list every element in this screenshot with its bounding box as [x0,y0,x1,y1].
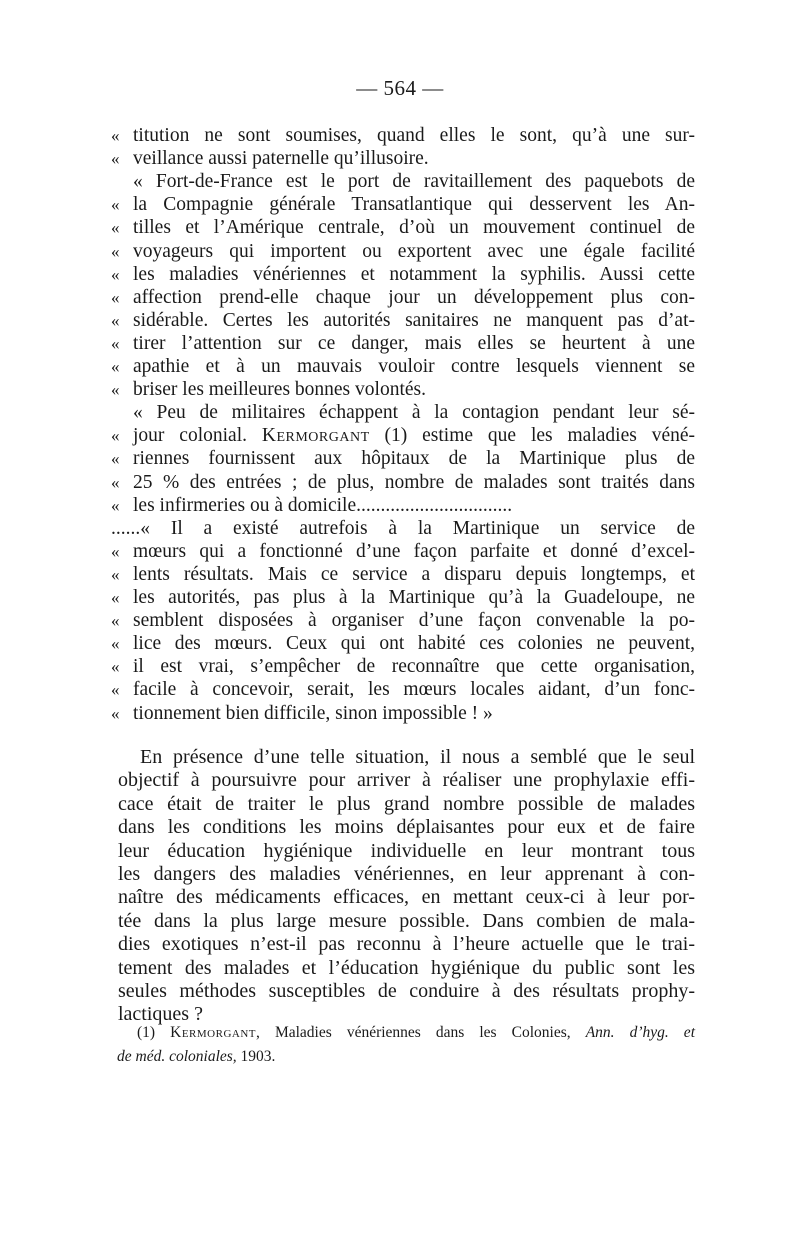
quote-marker: « [111,541,120,561]
line-text: veillance aussi paternelle qu’illusoire. [133,148,429,170]
quote-line [133,401,695,425]
quote-marker: « [111,218,120,238]
quote-marker: « [111,149,120,169]
footnote-title: , Maladies vénériennes dans les Colonies, [256,1024,586,1041]
quote-line [111,447,695,471]
quote-marker: « [111,126,120,145]
line-text: « Fort-de-France est le port de ravitaillement des paquebots de [133,171,695,193]
quote-marker: « [111,357,120,376]
quote-line [111,240,695,264]
quote-line [111,632,695,656]
body-line: lactiques ? [118,1003,203,1026]
line-text: tilles et l’Amérique centrale, d’où un mouvement continuel de [133,217,695,239]
quote-marker: « [111,657,120,677]
quote-marker: « [111,680,120,700]
body-line: tement des malades et l’éducation hygiénique du public sont les [118,956,695,979]
quote-marker: « [111,310,120,330]
quote-line [111,540,695,564]
quote-line [111,678,695,702]
quote-marker: « [111,634,120,654]
quote-line [111,494,695,518]
quote-line [133,170,695,194]
quote-line [111,332,695,356]
line-text: tirer l’attention sur ce danger, mais elles se heurtent à une [133,332,695,354]
quote-line [111,609,695,633]
quote-marker: « [111,588,120,607]
line-text: lice des mœurs. Ceux qui ont habité ces colonies ne peuvent, [133,633,695,655]
footnote-line-1 [137,1022,695,1044]
quote-marker: « [111,703,120,723]
page-number: — 564 — [356,76,444,100]
quote-marker: « [111,380,120,400]
quote-marker: « [111,241,120,261]
author-name: Kermorgant [261,425,370,447]
body-line: seules méthodes susceptibles de conduire à des résultats prophy- [118,980,695,1002]
line-text: la Compagnie générale Transatlantique qui desservent les An- [133,194,695,216]
quote-line [111,263,695,287]
quote-marker: « [111,264,120,284]
footnote-journal-part2: de méd. coloniales, [117,1048,237,1065]
line-text: riennes fournissent aux hôpitaux de la Martinique plus de [133,448,695,470]
footnote-journal-part1: Ann. d’hyg. et [585,1024,695,1041]
line-text: 25 % des entrées ; de plus, nombre de malades sont traités dans [133,471,695,493]
line-text: sidérable. Certes les autorités sanitaires ne manquent pas d’at- [133,309,695,331]
body-line: naître des médicaments efficaces, en mettant ceux-ci à leur por- [118,886,695,909]
quote-marker: « [111,449,120,469]
line-text: semblent disposées à organiser d’une façon convenable la po- [133,610,695,632]
quote-marker: « [111,426,120,446]
quote-line [111,655,695,679]
line-text: apathie et à un mauvais vouloir contre lesquels viennent se [133,356,695,377]
body-line: objectif à poursuivre pour arriver à réaliser une prophylaxie effi- [118,769,695,792]
line-text: ......« Il a existé autrefois à la Martinique un service de [111,517,695,539]
quote-line [111,355,695,379]
body-line: les dangers des maladies vénériennes, en leur apprenant à con- [118,863,695,885]
quote-line [111,124,695,148]
line-text: (1) estime que les maladies véné- [369,425,695,447]
line-text: mœurs qui a fonctionné d’une façon parfaite et donné d’excel- [133,540,695,562]
line-text: « Peu de militaires échappent à la contagion pendant leur sé- [133,402,695,424]
quote-line [111,378,695,402]
body-line: dans les conditions les moins déplaisantes pour eux et de faire [118,816,695,839]
body-line: dies exotiques n’est-il pas reconnu à l’heure actuelle que le trai- [118,933,695,956]
line-text: il est vrai, s’empêcher de reconnaître que cette organisation, [133,656,695,678]
quote-line [111,193,695,217]
quote-marker: « [111,564,120,584]
line-text: les infirmeries ou à domicile................................ [133,494,513,516]
quote-line [111,216,695,240]
quote-line [111,286,695,310]
line-text: affection prend-elle chaque jour un développement plus con- [133,286,695,308]
line-text: tionnement bien difficile, sinon impossible ! » [133,702,493,724]
body-line: tée dans la plus large mesure possible. Dans combien de mala- [118,909,695,932]
quote-marker: « [111,495,120,515]
quote-line [111,471,695,495]
footnote-marker: (1) [137,1024,156,1041]
line-text: briser les meilleures bonnes volontés. [133,379,426,401]
quote-line [111,563,695,587]
footnote-author: Kermorgant [170,1024,257,1041]
line-text: voyageurs qui importent ou exportent avec une égale facilité [133,240,695,262]
quote-marker: « [111,287,120,307]
body-line: leur éducation hygiénique individuelle en leur montrant tous [118,839,695,862]
body-line: En présence d’une telle situation, il nous a semblé que le seul [140,746,695,768]
footnote-year: 1903. [236,1048,276,1065]
quote-line [111,147,695,171]
quote-line [111,517,695,541]
quote-line [111,702,695,726]
line-text: titution ne sont soumises, quand elles le sont, qu’à une sur- [133,125,695,146]
quote-marker: « [111,195,120,215]
quote-marker: « [111,333,120,353]
quote-marker: « [111,472,120,492]
quote-line [111,309,695,333]
line-text: facile à concevoir, serait, les mœurs locales aidant, d’un fonc- [133,679,695,701]
line-text: lents résultats. Mais ce service a disparu depuis longtemps, et [133,563,695,585]
line-text: les autorités, pas plus à la Martinique qu’à la Guadeloupe, ne [133,587,695,608]
line-text: jour colonial. [133,425,262,447]
quote-line [111,424,695,448]
line-text: les maladies vénériennes et notamment la syphilis. Aussi cette [133,263,695,285]
quote-line [111,586,695,610]
body-line: cace était de traiter le plus grand nombre possible de malades [118,792,695,815]
quote-marker: « [111,611,120,631]
footnote-line-2 [117,1046,275,1068]
